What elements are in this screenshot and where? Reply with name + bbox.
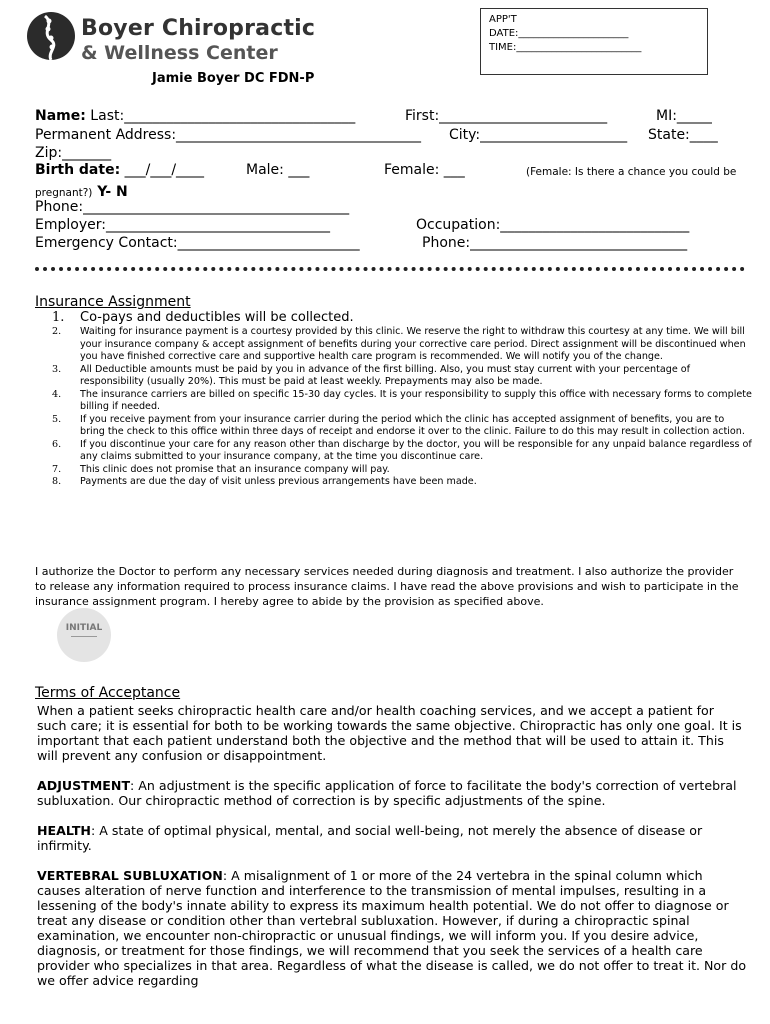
zip-field[interactable]: Zip:_______	[35, 145, 112, 161]
terms-intro: When a patient seeks chiropractic health care and/or health coaching services, and we accept a patient for such care; it is essential for both to be working towards the same objective. Chiropractic has only one goal. It is important that each patient understand both the objective and the method that will be used to attain it. This will prevent any confusion or disappointment.	[37, 703, 742, 763]
initial-label: INITIAL	[65, 623, 103, 633]
yes-no-choice[interactable]: Y- N	[92, 184, 128, 200]
list-num: 7.	[52, 463, 62, 475]
pregnancy-cont: pregnant?)	[35, 187, 93, 199]
city-field[interactable]: City:_____________________	[449, 127, 628, 143]
insurance-list	[52, 310, 752, 489]
adjustment-term: ADJUSTMENT	[37, 778, 131, 793]
adjustment-definition	[37, 778, 747, 808]
pregnancy-question: (Female: Is there a chance you could be	[526, 166, 737, 178]
clinic-name: Boyer Chiropractic	[81, 16, 316, 41]
list-num: 8.	[52, 476, 62, 487]
health-definition	[37, 823, 747, 853]
appointment-box	[480, 8, 708, 75]
list-text: If you receive payment from your insurance carrier during the period which the clinic has accepted assignment of benefits, you are to bring the check to this office within three days of receipt and endorse it over to the clinic. Failure to do this may result in collection action.	[80, 413, 745, 437]
list-num: 6.	[52, 438, 62, 450]
list-num: 4.	[52, 388, 62, 400]
address-field[interactable]: Permanent Address:___________________________________	[35, 127, 422, 143]
initial-line	[71, 636, 97, 637]
pregnancy-answer	[35, 181, 128, 200]
phone-field[interactable]: Phone:______________________________________	[35, 199, 350, 215]
list-num: 5.	[52, 413, 62, 425]
health-term: HEALTH	[37, 823, 91, 838]
spine-logo-icon	[25, 10, 77, 62]
subluxation-text: : A misalignment of 1 or more of the 24 vertebra in the spinal column which causes alteration of nerve function and interference to the transmission of mental impulses, resulting in a lessening of the body's innate ability to express its maximum health potential. We do not offer to diagnose or treat any disease or condition other than vertebral subluxation. However, if during a chiropractic spinal examination, we encounter non-chiropractic or unusual findings, we will inform you. If you desire advice, diagnosis, or treatment for those findings, we will recommend that you seek the services of a health care provider who specializes in that area. Regardless of what the disease is called, we do not offer to treat it. Nor do we offer advice regarding	[37, 868, 747, 988]
clinic-subname: & Wellness Center	[81, 42, 278, 64]
female-field[interactable]: Female: ___	[384, 162, 465, 178]
list-item	[52, 464, 752, 477]
birth-date-field[interactable]	[35, 162, 204, 178]
section-divider	[35, 267, 745, 271]
appt-time-field[interactable]: TIME:_________________________	[489, 42, 642, 53]
clinic-logo	[25, 10, 316, 66]
name-label: Name:	[35, 108, 86, 124]
state-field[interactable]: State:____	[648, 127, 718, 143]
list-num: 3.	[52, 363, 62, 375]
list-text: This clinic does not promise that an insurance company will pay.	[80, 463, 390, 475]
list-text: The insurance carriers are billed on specific 15-30 day cycles. It is your responsibility to supply this office with necessary forms to complete billing if needed.	[80, 388, 752, 412]
appt-label: APP'T	[489, 14, 517, 25]
health-text: : A state of optimal physical, mental, and social well-being, not merely the absence of disease or infirmity.	[37, 823, 703, 853]
male-field[interactable]: Male: ___	[246, 162, 310, 178]
authorization-text: I authorize the Doctor to perform any necessary services needed during diagnosis and treatment. I also authorize the provider to release any information required to process insurance claims. I have read the above provisions and wish to participate in the insurance assignment program. I hereby agree to abide by the provision as specified above.	[35, 565, 739, 608]
doctor-name: Jamie Boyer DC FDN-P	[152, 71, 315, 86]
initial-field[interactable]	[57, 608, 111, 662]
list-text: Co-pays and deductibles will be collected.	[80, 310, 354, 325]
terms-body	[37, 703, 747, 1003]
list-item	[52, 310, 752, 326]
list-text: Payments are due the day of visit unless previous arrangements have been made.	[80, 476, 477, 487]
emergency-contact-field[interactable]: Emergency Contact:__________________________	[35, 235, 360, 251]
last-name-line: Last:_________________________________	[85, 108, 356, 124]
subluxation-definition	[37, 868, 747, 988]
list-item	[52, 476, 752, 489]
list-item	[52, 439, 752, 464]
list-text: All Deductible amounts must be paid by you in advance of the first billing. Also, you must stay current with your percentage of responsibility (usually 20%). This must be paid at least weekly. Prepayments may also be made.	[80, 363, 691, 387]
last-name-field[interactable]	[35, 108, 355, 124]
list-item	[52, 364, 752, 389]
adjustment-text: : An adjustment is the specific application of force to facilitate the body's correction of vertebral subluxation. Our chiropractic method of correction is by specific adjustments of the spine.	[37, 778, 737, 808]
insurance-title: Insurance Assignment	[35, 294, 191, 310]
list-item	[52, 414, 752, 439]
emergency-phone-field[interactable]: Phone:_______________________________	[422, 235, 688, 251]
appt-date-field[interactable]: DATE:______________________	[489, 28, 629, 39]
middle-initial-field[interactable]: MI:_____	[656, 108, 712, 124]
occupation-field[interactable]: Occupation:___________________________	[416, 217, 690, 233]
first-name-field[interactable]: First:________________________	[405, 108, 608, 124]
list-text: If you discontinue your care for any reason other than discharge by the doctor, you will be responsible for any unpaid balance regardless of any claims submitted to your insurance company, at the time you discontinue care.	[80, 438, 752, 462]
list-num: 1.	[52, 310, 65, 325]
list-num: 2.	[52, 326, 62, 337]
employer-field[interactable]: Employer:________________________________	[35, 217, 330, 233]
list-item	[52, 326, 752, 364]
birth-label: Birth date:	[35, 162, 121, 178]
terms-title: Terms of Acceptance	[35, 685, 181, 701]
birth-line: ___/___/____	[120, 162, 205, 178]
list-text: Waiting for insurance payment is a courtesy provided by this clinic. We reserve the right to withdraw this courtesy at any time. We will bill your insurance company & accept assignment of benefits during your corrective care period. Direct assignment will be discontinued when you have finished corrective care and supportive health care program is recommended. We will notify you of the change.	[80, 326, 746, 362]
list-item	[52, 389, 752, 414]
subluxation-term: VERTEBRAL SUBLUXATION	[37, 868, 223, 883]
